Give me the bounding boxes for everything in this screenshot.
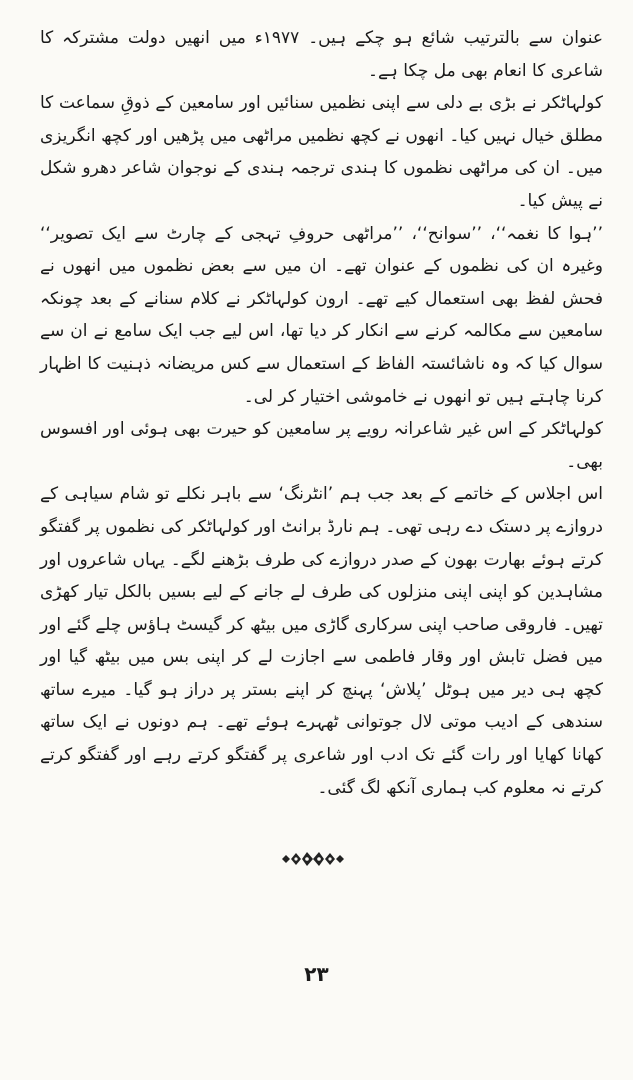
paragraph-1: عنوان سے بالترتیب شائع ہو چکے ہیں۔ ۱۹۷۷ء میں انھیں دولت مشترکہ کا شاعری کا انعام بھی مل چکا ہے۔ xyxy=(40,28,604,81)
ornament-divider-icon xyxy=(280,848,346,870)
paragraph-4: کولہاٹکر کے اس غیر شاعرانہ رویے پر سامعین کو حیرت بھی ہوئی اور افسوس بھی۔ xyxy=(40,419,603,472)
page-number: ۲۳ xyxy=(304,962,329,986)
paragraph-3: ’’ہوا کا نغمہ‘‘، ’’سوانح‘‘، ’’مراٹھی حروفِ تہجی کے چارٹ سے ایک تصویر‘‘ وغیرہ ان کی نظموں کے عنوان تھے۔ ان میں سے بعض نظموں میں انھوں نے فحش لفظ بھی استعمال کیے تھے۔ ارون کولہاٹکر نے کلام سنانے کے بعد چونکہ سامعین سے مکالمہ کرنے سے انکار کر دیا تھا، اس لیے جب ایک سامع نے ان سے سوال کیا کہ وہ ناشائستہ الفاظ کے استعمال سے کس مریضانہ ذہنیت کا اظہار کرنا چاہتے ہیں تو انھوں نے خاموشی اختیار کر لی۔ xyxy=(40,223,603,407)
body-text xyxy=(40,22,603,804)
paragraph-5: اس اجلاس کے خاتمے کے بعد جب ہم ’انٹرنگ‘ سے باہر نکلے تو شام سیاہی کے دروازے پر دستک دے رہی تھی۔ ہم نارڈ برانٹ اور کولہاٹکر کی نظموں پر گفتگو کرتے ہوئے بھارت بھون کے صدر دروازے کی طرف بڑھنے لگے۔ یہاں شاعروں اور مشاہدین کو اپنی اپنی منزلوں کی طرف لے جانے کے لیے بسیں بالکل تیار کھڑی تھیں۔ فاروقی صاحب اپنی سرکاری گاڑی میں بیٹھ کر گیسٹ ہاؤس چلے گئے اور میں فضل تابش اور وقار فاطمی سے اجازت لے کر اپنی بس میں بیٹھ گیا اور کچھ ہی دیر میں ہوٹل ’پلاش‘ پہنچ کر اپنے بستر پر دراز ہو گیا۔ میرے ساتھ سندھی کے ادیب موتی لال جوتوانی ٹھہرے ہوئے تھے۔ ہم دونوں نے ایک ساتھ کھانا کھایا اور رات گئے تک ادب اور شاعری پر گفتگو کرتے رہے اور گفتگو کرتے کرتے نہ معلوم کب ہماری آنکھ لگ گئی۔ xyxy=(40,484,603,798)
paragraph-2: کولہاٹکر نے بڑی بے دلی سے اپنی نظمیں سنائیں اور سامعین کے ذوقِ سماعت کا مطلق خیال نہیں کیا۔ انھوں نے کچھ نظمیں مراٹھی میں پڑھیں اور کچھ انگریزی میں۔ ان کی مراٹھی نظموں کا ہندی ترجمہ ہندی کے نوجوان شاعر دھرو شکل نے پیش کیا۔ xyxy=(40,93,603,211)
